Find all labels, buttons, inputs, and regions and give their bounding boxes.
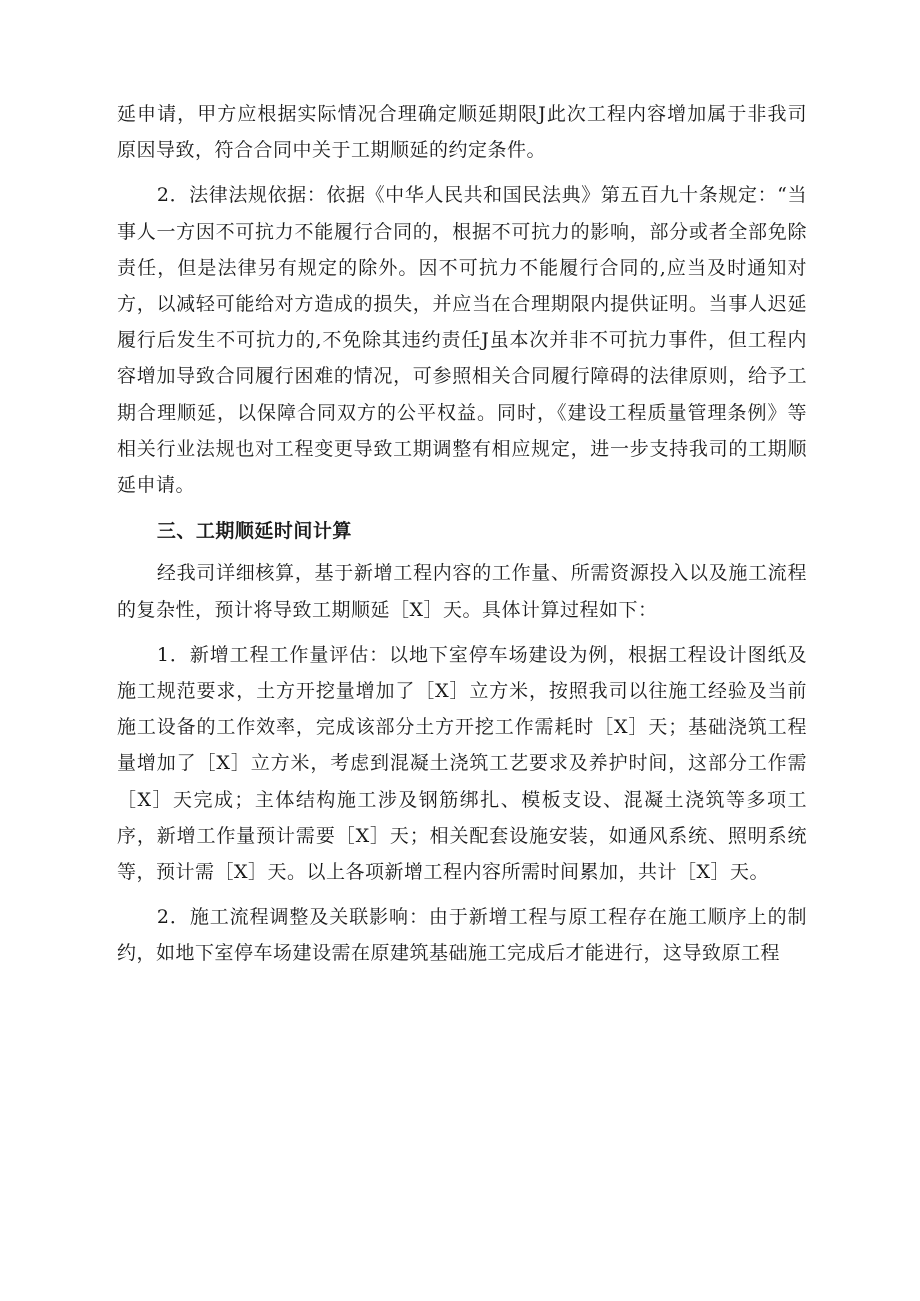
paragraph-calculation-intro: 经我司详细核算，基于新增工程内容的工作量、所需资源投入以及施工流程的复杂性，预计将导致工期顺延［X］天。具体计算过程如下： [117, 562, 807, 621]
paragraph-continuation: 延申请，甲方应根据实际情况合理确定顺延期限J此次工程内容增加属于非我司原因导致，符合合同中关于工期顺延的约定条件。 [117, 103, 807, 162]
section-heading-schedule-calculation: 三、工期顺延时间计算 [156, 520, 352, 543]
document-body [117, 96, 807, 972]
paragraph-process-adjustment: 2．施工流程调整及关联影响：由于新增工程与原工程存在施工顺序上的制约，如地下室停车场建设需在原建筑基础施工完成后才能进行，这导致原工程 [117, 906, 807, 965]
paragraph-workload-assessment: 1．新增工程工作量评估：以地下室停车场建设为例，根据工程设计图纸及施工规范要求，土方开挖量增加了［X］立方米，按照我司以往施工经验及当前施工设备的工作效率，完成该部分土方开挖工作需耗时［X］天；基础浇筑工程量增加了［X］立方米，考虑到混凝土浇筑工艺要求及养护时间，这部分工作需［X］天完成；主体结构施工涉及钢筋绑扎、模板支设、混凝土浇筑等多项工序，新增工作量预计需要［X］天；相关配套设施安装，如通风系统、照明系统等，预计需［X］天。以上各项新增工程内容所需时间累加，共计［X］天。 [117, 643, 807, 884]
paragraph-legal-basis: 2．法律法规依据：依据《中华人民共和国民法典》第五百九十条规定：“当事人一方因不可抗力不能履行合同的，根据不可抗力的影响，部分或者全部免除责任，但是法律另有规定的除外。因不可抗力不能履行合同的,应当及时通知对方，以减轻可能给对方造成的损失，并应当在合理期限内提供证明。当事人迟延履行后发生不可抗力的,不免除其违约责任J虽本次并非不可抗力事件，但工程内容增加导致合同履行困难的情况，可参照相关合同履行障碍的法律原则，给予工期合理顺延，以保障合同双方的公平权益。同时，《建设工程质量管理条例》等相关行业法规也对工程变更导致工期调整有相应规定，进一步支持我司的工期顺延申请。 [117, 184, 807, 497]
